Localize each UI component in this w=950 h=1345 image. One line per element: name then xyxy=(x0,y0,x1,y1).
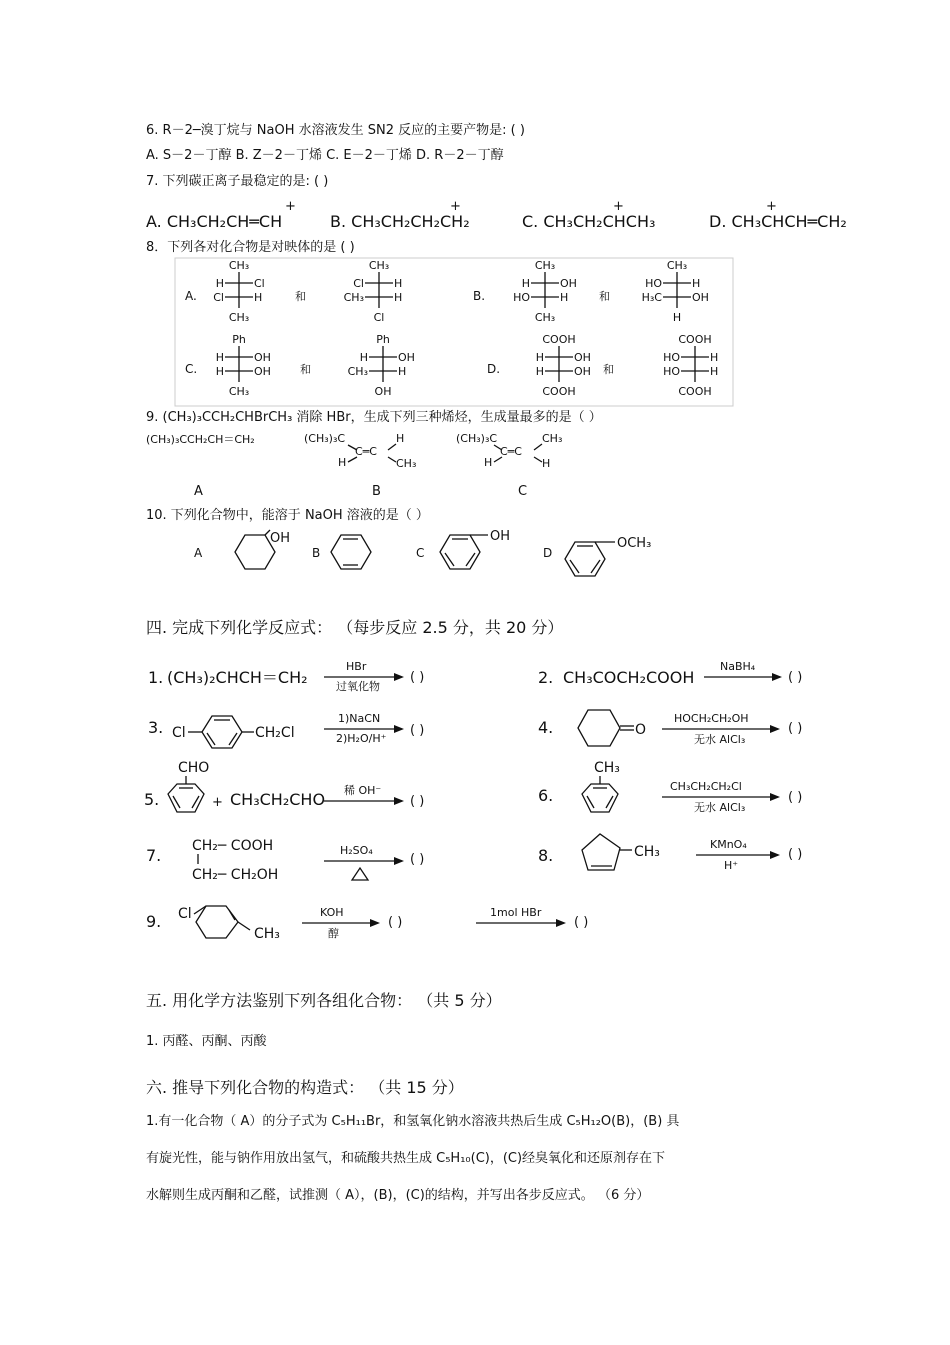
cyclohexene-ring-icon xyxy=(196,906,238,938)
fischer-bottom: COOH xyxy=(542,385,576,398)
fischer-c1 xyxy=(216,333,271,398)
svg-text:过氧化物: 过氧化物 xyxy=(336,680,380,693)
svg-text:H: H xyxy=(484,456,493,469)
r1-reactant: (CH₃)₂CHCH＝CH₂ xyxy=(167,668,308,687)
section-6-title: 六. 推导下列化合物的构造式： （共 15 分） xyxy=(146,1078,464,1097)
fischer-right-1: OH xyxy=(574,351,591,364)
svg-text:C═C: C═C xyxy=(500,445,522,458)
svg-text:(CH₃)₃C: (CH₃)₃C xyxy=(456,432,498,445)
fischer-right-2: OH xyxy=(254,365,271,378)
fischer-left-2: Cl xyxy=(213,291,224,304)
section-4-title: 四. 完成下列化学反应式： （每步反应 2.5 分，共 20 分） xyxy=(146,618,564,637)
r6-product-paren: ( ) xyxy=(788,790,803,805)
fischer-right-1: Cl xyxy=(254,277,265,290)
svg-text:CH₃: CH₃ xyxy=(396,457,417,470)
q6-options: A. S－2－丁醇 B. Z－2－丁烯 C. E－2－丁烯 D. R－2－丁醇 xyxy=(146,148,504,163)
q8-label-b: B. xyxy=(473,289,486,303)
r9-arrow-2 xyxy=(474,904,574,944)
r5-reactant2: CH₃CH₂CHO xyxy=(230,790,326,809)
fischer-left-2: H xyxy=(535,365,544,378)
fischer-left-1: H xyxy=(359,351,368,364)
fischer-left-2: CH₃ xyxy=(347,365,368,378)
q10-oh-c: OH xyxy=(490,529,511,544)
q7-option-b: B. CH₃CH₂CH₂CH₂ xyxy=(330,212,470,231)
q10-label-c: C xyxy=(416,546,425,560)
benzene-ring-icon xyxy=(202,716,242,748)
q7-stem: 7. 下列碳正离子最稳定的是: ( ) xyxy=(146,174,329,189)
fischer-right-1: H xyxy=(710,351,719,364)
fischer-top: CH₃ xyxy=(534,259,556,272)
q8-fischer-panel xyxy=(175,258,735,408)
fischer-left-2: H₃C xyxy=(641,291,662,304)
svg-text:H⁺: H⁺ xyxy=(724,859,739,872)
fischer-right-2: OH xyxy=(574,365,591,378)
svg-text:1mol HBr: 1mol HBr xyxy=(490,906,542,919)
svg-text:Cl: Cl xyxy=(172,725,186,741)
r9-arrow-1 xyxy=(300,904,390,944)
r3-num: 3. xyxy=(148,718,164,737)
svg-text:无水 AlCl₃: 无水 AlCl₃ xyxy=(694,733,746,746)
section-6-line-2: 有旋光性，能与钠作用放出氢气，和硫酸共热生成 C₅H₁₀(C)，(C)经臭氧化和还原剂存在下 xyxy=(146,1151,666,1166)
phenol-ring-icon xyxy=(440,535,480,569)
r3-product-paren: ( ) xyxy=(410,723,425,738)
fischer-top: COOH xyxy=(678,333,712,346)
fischer-left-1: Cl xyxy=(353,277,364,290)
q8-and-c: 和 xyxy=(300,363,311,376)
fischer-left-1: H xyxy=(535,351,544,364)
svg-text:KMnO₄: KMnO₄ xyxy=(710,838,747,851)
fischer-left-1: H xyxy=(521,277,530,290)
q9-alkene-c xyxy=(452,430,582,470)
svg-text:H₂SO₄: H₂SO₄ xyxy=(340,844,373,857)
fischer-left-1: H xyxy=(215,351,224,364)
svg-text:CH₃: CH₃ xyxy=(634,844,660,860)
r9-intermediate-paren: ( ) xyxy=(388,915,403,930)
svg-text:无水 AlCl₃: 无水 AlCl₃ xyxy=(694,801,746,814)
q8-and-d: 和 xyxy=(603,363,614,376)
fischer-left-1: HO xyxy=(663,351,680,364)
cyclopentene-ring-icon xyxy=(582,834,620,870)
r6-num: 6. xyxy=(538,786,554,805)
q7-plus-d: + xyxy=(766,199,777,214)
r8-product-paren: ( ) xyxy=(788,847,803,862)
cyclohexanol-ring-icon xyxy=(235,535,275,569)
section-5-title: 五. 用化学方法鉴别下列各组化合物： （共 5 分） xyxy=(146,991,502,1010)
fischer-a1 xyxy=(213,259,265,324)
r2-reactant: CH₃COCH₂COOH xyxy=(563,668,695,687)
r8-methylcyclopentene xyxy=(576,830,676,880)
svg-text:C═C: C═C xyxy=(355,445,377,458)
r7-num: 7. xyxy=(146,846,162,865)
q8-stem: 8．下列各对化合物是对映体的是 ( ) xyxy=(146,240,355,255)
svg-text:CH₂─ CH₂OH: CH₂─ CH₂OH xyxy=(192,867,279,883)
r2-num: 2. xyxy=(538,668,554,687)
r6-toluene xyxy=(574,756,644,816)
fischer-right-1: OH xyxy=(560,277,577,290)
fischer-right-2: H xyxy=(394,291,403,304)
fischer-right-1: H xyxy=(394,277,403,290)
svg-text:CH₂─ COOH: CH₂─ COOH xyxy=(192,838,274,854)
r7-hydroxyacid xyxy=(190,834,310,884)
q6-stem: 6. R－2─溴丁烷与 NaOH 水溶液发生 SN2 反应的主要产物是: ( ) xyxy=(146,123,525,138)
cyclohexane-ring-icon xyxy=(578,710,620,746)
q8-and-a: 和 xyxy=(295,290,306,303)
q7-plus-a: + xyxy=(285,199,296,214)
fischer-bottom: COOH xyxy=(678,385,712,398)
fischer-b2 xyxy=(642,259,709,324)
cyclohexadiene-ring-icon xyxy=(331,535,371,569)
fischer-bottom: Cl xyxy=(373,311,385,324)
q9-label-b: B xyxy=(372,484,381,499)
fischer-right-2: H xyxy=(560,291,569,304)
q9-alkene-b xyxy=(300,430,430,470)
fischer-bottom: CH₃ xyxy=(228,385,250,398)
section-6-line-1: 1.有一化合物（ A）的分子式为 C₅H₁₁Br，和氢氧化钠水溶液共热后生成 C₅H₁₂O(B)，(B) 具 xyxy=(146,1114,680,1129)
q10-label-b: B xyxy=(312,546,321,560)
fischer-right-2: H xyxy=(710,365,719,378)
q8-label-a: A. xyxy=(185,289,197,303)
fischer-left-2: HO xyxy=(663,365,680,378)
fischer-left-2: CH₃ xyxy=(343,291,364,304)
fischer-bottom: CH₃ xyxy=(534,311,556,324)
r2-arrow xyxy=(702,658,792,698)
svg-text:稀 OH⁻: 稀 OH⁻ xyxy=(344,784,382,797)
q8-label-c: C. xyxy=(185,362,198,376)
r2-product-paren: ( ) xyxy=(788,670,803,685)
fischer-top: CH₃ xyxy=(368,259,390,272)
r4-cyclohexanone xyxy=(572,706,662,750)
fischer-top: Ph xyxy=(232,333,246,346)
section-6-line-3: 水解则生成丙酮和乙醛，试推测（ A），(B)，(C)的结构，并写出各步反应式。 （6 分） xyxy=(146,1188,650,1203)
svg-text:Cl: Cl xyxy=(178,906,192,922)
r9-num: 9. xyxy=(146,912,162,931)
q7-option-a: A. CH₃CH₂CH═CH xyxy=(146,212,283,231)
q10-stem: 10. 下列化合物中，能溶于 NaOH 溶液的是（ ） xyxy=(146,508,429,523)
r8-num: 8. xyxy=(538,846,554,865)
fischer-a2 xyxy=(344,259,403,324)
r5-benzaldehyde xyxy=(160,758,220,818)
fischer-d2 xyxy=(663,333,718,398)
q10-label-a: A xyxy=(194,546,203,560)
fischer-right-1: H xyxy=(692,277,701,290)
svg-text:CHO: CHO xyxy=(178,760,210,776)
r1-num: 1. xyxy=(148,668,164,687)
fischer-c2 xyxy=(348,333,415,398)
r5-product-paren: ( ) xyxy=(410,794,425,809)
r6-arrow xyxy=(660,778,790,818)
svg-text:1)NaCN: 1)NaCN xyxy=(338,712,381,725)
svg-text:醇: 醇 xyxy=(328,927,339,940)
fischer-right-2: OH xyxy=(692,291,709,304)
fischer-right-2: H xyxy=(398,365,407,378)
q9-stem: 9. (CH₃)₃CCH₂CHBrCH₃ 消除 HBr，生成下列三种烯烃，生成量最多的是（ ） xyxy=(146,410,602,425)
r4-arrow xyxy=(660,710,790,750)
fischer-top: COOH xyxy=(542,333,576,346)
q9-alkene-a: (CH₃)₃CCH₂CH＝CH₂ xyxy=(146,433,255,446)
q10-structures xyxy=(190,524,710,584)
svg-text:CH₂Cl: CH₂Cl xyxy=(255,725,295,741)
svg-text:HBr: HBr xyxy=(346,660,367,673)
anisole-ring-icon xyxy=(565,542,605,576)
fischer-right-1: OH xyxy=(254,351,271,364)
q10-label-d: D xyxy=(543,546,553,560)
q7-option-d: D. CH₃CHCH═CH₂ xyxy=(709,212,847,231)
r7-arrow xyxy=(322,842,412,888)
r4-num: 4. xyxy=(538,718,554,737)
fischer-left-2: H xyxy=(215,365,224,378)
r9-chloro-methylcyclohexene xyxy=(176,900,296,950)
heat-triangle-icon xyxy=(352,868,368,880)
r4-product-paren: ( ) xyxy=(788,721,803,736)
svg-text:H: H xyxy=(542,457,551,470)
q7-plus-c: + xyxy=(613,199,624,214)
svg-text:NaBH₄: NaBH₄ xyxy=(720,660,756,673)
q7-plus-b: + xyxy=(450,199,461,214)
svg-text:CH₃: CH₃ xyxy=(594,760,620,776)
svg-text:HOCH₂CH₂OH: HOCH₂CH₂OH xyxy=(674,712,749,725)
r1-arrow xyxy=(322,658,412,698)
q8-and-b: 和 xyxy=(599,290,610,303)
r7-product-paren: ( ) xyxy=(410,852,425,867)
fischer-right-2: H xyxy=(254,291,263,304)
q10-oh-a: OH xyxy=(270,531,291,546)
fischer-left-1: H xyxy=(215,277,224,290)
r5-plus: + xyxy=(212,795,223,810)
r5-num: 5. xyxy=(144,790,160,809)
q9-label-c: C xyxy=(518,484,528,499)
r3-arrow xyxy=(322,710,412,750)
fischer-left-2: HO xyxy=(513,291,530,304)
r1-product-paren: ( ) xyxy=(410,670,425,685)
r8-arrow xyxy=(694,836,794,876)
fischer-bottom: H xyxy=(672,311,682,324)
q7-option-c: C. CH₃CH₂CHCH₃ xyxy=(522,212,656,231)
svg-text:CH₃CH₂CH₂Cl: CH₃CH₂CH₂Cl xyxy=(670,780,742,793)
q10-och3: OCH₃ xyxy=(617,536,652,551)
fischer-bottom: CH₃ xyxy=(228,311,250,324)
fischer-b1 xyxy=(513,259,577,324)
svg-text:H: H xyxy=(338,456,347,469)
fischer-d1 xyxy=(536,333,591,398)
r3-chlorobenzyl-chloride xyxy=(168,710,328,754)
q9-label-a: A xyxy=(194,484,203,499)
fischer-left-1: HO xyxy=(645,277,662,290)
fischer-top: CH₃ xyxy=(228,259,250,272)
svg-text:O: O xyxy=(635,722,647,738)
fischer-right-1: OH xyxy=(398,351,415,364)
svg-text:KOH: KOH xyxy=(320,906,344,919)
svg-text:CH₃: CH₃ xyxy=(542,432,563,445)
svg-text:CH₃: CH₃ xyxy=(254,926,280,942)
fischer-bottom: OH xyxy=(374,385,392,398)
svg-text:H: H xyxy=(396,432,405,445)
r5-arrow xyxy=(322,782,412,822)
r9-product-paren: ( ) xyxy=(574,915,589,930)
fischer-top: Ph xyxy=(376,333,390,346)
section-5-q1: 1. 丙醛、丙酮、丙酸 xyxy=(146,1034,267,1049)
svg-text:2)H₂O/H⁺: 2)H₂O/H⁺ xyxy=(336,732,387,745)
q8-label-d: D. xyxy=(487,362,501,376)
fischer-top: CH₃ xyxy=(666,259,688,272)
svg-text:(CH₃)₃C: (CH₃)₃C xyxy=(304,432,346,445)
